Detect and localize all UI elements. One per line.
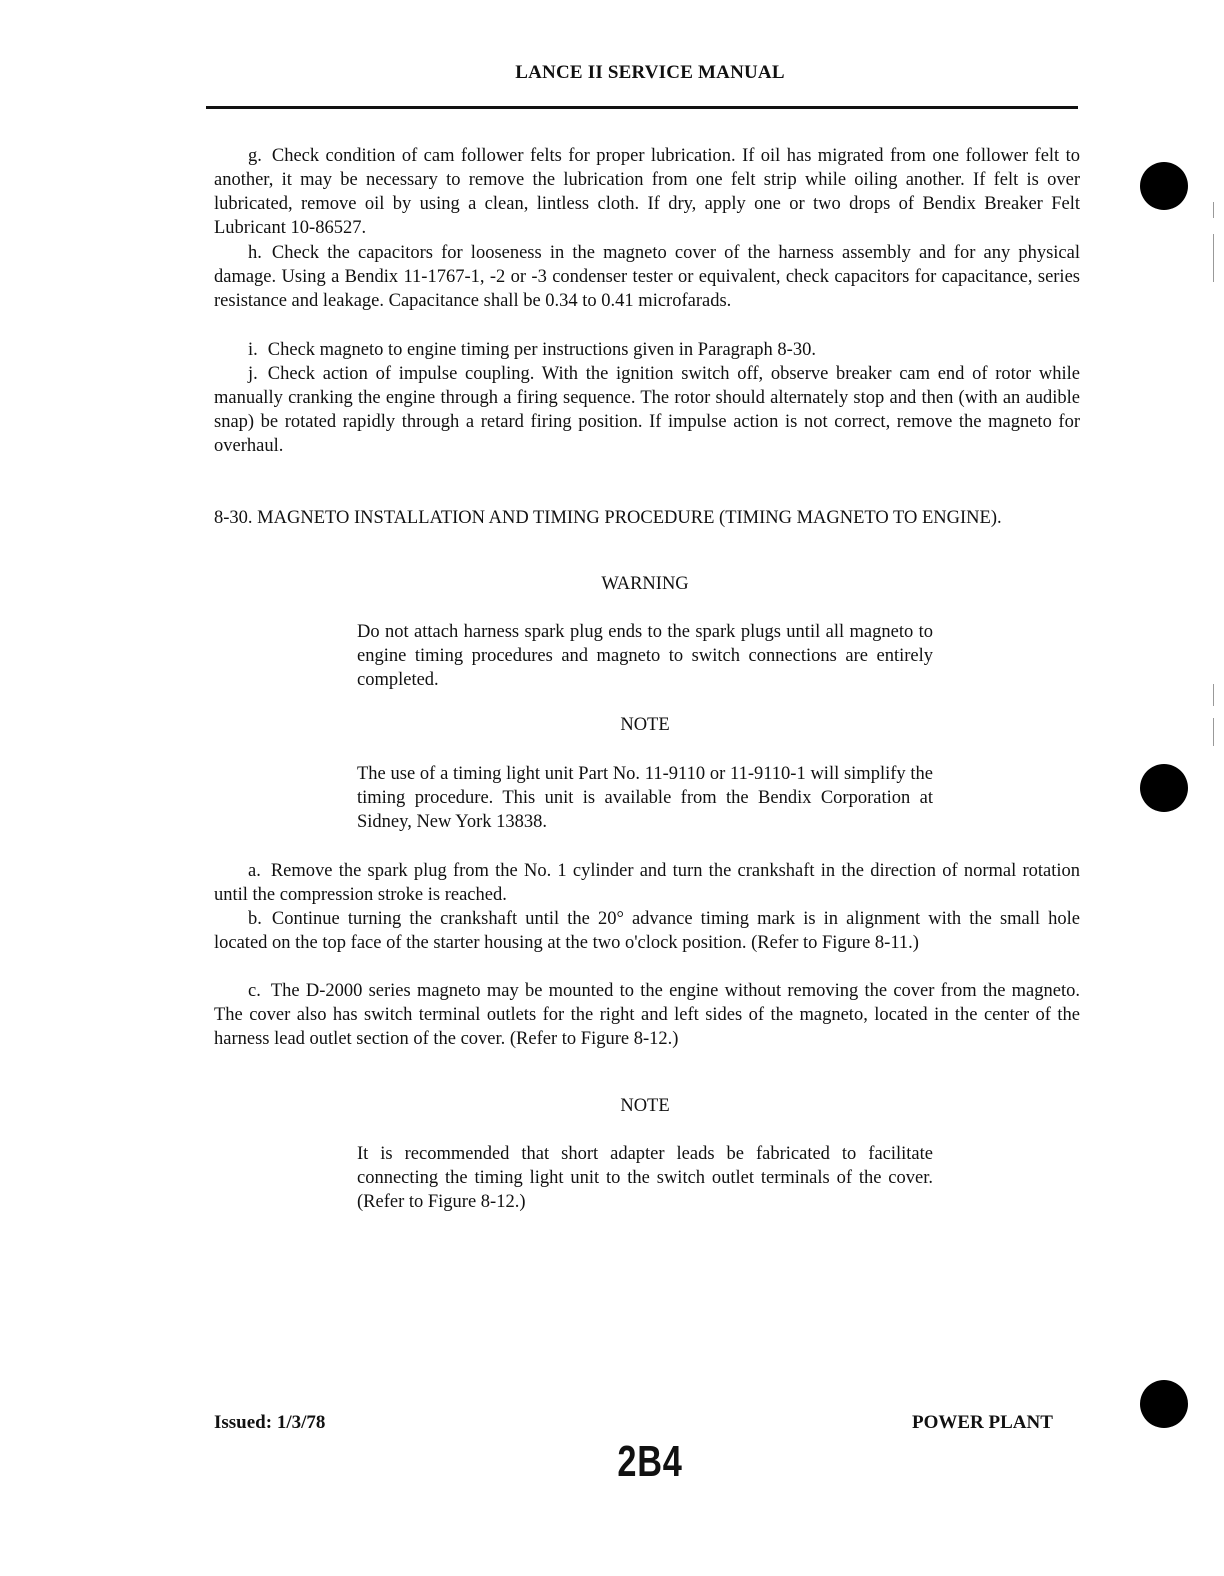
note-text: It is recommended that short adapter leads be fabricated to facilitate connecting the timing light unit to the switch outlet terminals of the cover. (Refer to Figure 8-12.): [357, 1144, 933, 1212]
warning-label: WARNING: [601, 574, 689, 594]
step-text: Continue turning the crankshaft until the 20° advance timing mark is in alignment with the small hole located on the top face of the starter housing at the two o'clock position. (Refer to Figure 8-11.): [214, 909, 1080, 953]
warning-text: Do not attach harness spark plug ends to the spark plugs until all magneto to engine timing procedures and magneto to switch connections are entirely completed.: [357, 622, 933, 690]
section-heading: 8-30. MAGNETO INSTALLATION AND TIMING PROCEDURE (TIMING MAGNETO TO ENGINE).: [214, 508, 1002, 528]
note-label: NOTE: [620, 1096, 670, 1116]
step-text: Check magneto to engine timing per instructions given in Paragraph 8-30.: [267, 340, 816, 360]
edge-mark: [1213, 684, 1214, 706]
edge-mark: [1213, 202, 1214, 218]
page-code: 2B4: [617, 1437, 683, 1486]
step-a: [214, 859, 1080, 907]
step-label: c.: [248, 981, 261, 1001]
step-text: Remove the spark plug from the No. 1 cylinder and turn the crankshaft in the direction of normal rotation until the compression stroke is reached.: [214, 861, 1080, 905]
step-text: The D-2000 series magneto may be mounted to the engine without removing the cover from the magneto. The cover also has switch terminal outlets for the right and left sides of the magneto, located in the center of the harness lead outlet section of the cover. (Refer to Figure 8-12.): [214, 981, 1080, 1049]
step-label: h.: [248, 243, 262, 263]
note-text: The use of a timing light unit Part No. 11-9110 or 11-9110-1 will simplify the timing procedure. This unit is available from the Bendix Corporation at Sidney, New York 13838.: [357, 764, 933, 832]
footer-section-name: POWER PLANT: [912, 1412, 1053, 1433]
edge-mark: [1213, 234, 1214, 282]
step-label: g.: [248, 146, 262, 166]
step-label: j.: [248, 364, 258, 384]
note-label: NOTE: [620, 715, 670, 735]
step-h: [214, 241, 1080, 313]
punch-hole-icon: [1140, 764, 1188, 812]
step-b: [214, 907, 1080, 955]
step-i: [214, 338, 1080, 362]
page-header-title: LANCE II SERVICE MANUAL: [515, 62, 785, 83]
punch-hole-icon: [1140, 1380, 1188, 1428]
step-g: [214, 144, 1080, 240]
header-rule: [206, 106, 1078, 109]
step-label: i.: [248, 340, 258, 360]
step-c: [214, 979, 1080, 1051]
step-label: a.: [248, 861, 261, 881]
step-label: b.: [248, 909, 262, 929]
punch-hole-icon: [1140, 162, 1188, 210]
step-j: [214, 362, 1080, 458]
step-text: Check the capacitors for looseness in the magneto cover of the harness assembly and for any physical damage. Using a Bendix 11-1767-1, -2 or -3 condenser tester or equivalent, check capacitors for capacitance, series resistance and leakage. Capacitance shall be 0.34 to 0.41 microfarads.: [214, 243, 1080, 311]
edge-mark: [1213, 718, 1214, 746]
footer-issued-date: Issued: 1/3/78: [214, 1412, 326, 1433]
step-text: Check action of impulse coupling. With the ignition switch off, observe breaker cam end of rotor while manually cranking the engine through a firing sequence. The rotor should alternately stop and then (with an audible snap) be rotated rapidly through a retard firing position. If impulse action is not correct, remove the magneto for overhaul.: [214, 364, 1080, 456]
step-text: Check condition of cam follower felts for proper lubrication. If oil has migrated from one follower felt to another, it may be necessary to remove the lubrication from one felt strip while oiling another. If felt is over lubricated, remove oil by using a clean, lintless cloth. If dry, apply one or two drops of Bendix Breaker Felt Lubricant 10-86527.: [214, 146, 1080, 238]
